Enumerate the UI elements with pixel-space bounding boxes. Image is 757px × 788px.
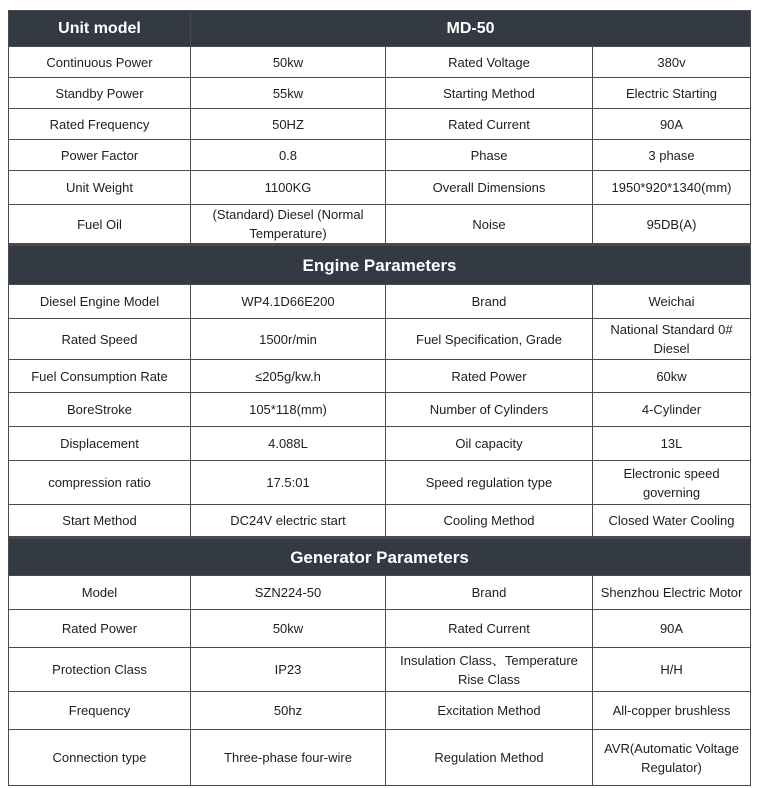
table-row [9, 140, 751, 171]
param-value: (Standard) Diesel (Normal Temperature) [191, 205, 386, 245]
param-label: Insulation Class、Temperature Rise Class [386, 648, 593, 692]
table-row [9, 648, 751, 692]
param-value: H/H [593, 648, 751, 692]
generator-section-title: Generator Parameters [9, 538, 751, 576]
param-value: AVR(Automatic Voltage Regulator) [593, 730, 751, 786]
param-label: Fuel Oil [9, 205, 191, 245]
param-value: 4-Cylinder [593, 393, 751, 427]
param-label: Rated Current [386, 109, 593, 140]
table-row [9, 360, 751, 393]
param-value: 55kw [191, 78, 386, 109]
param-label: Starting Method [386, 78, 593, 109]
param-value: 60kw [593, 360, 751, 393]
table-row [9, 47, 751, 78]
table-row [9, 730, 751, 786]
param-label: Displacement [9, 427, 191, 461]
param-label: Cooling Method [386, 505, 593, 538]
unit-model-label: Unit model [9, 11, 191, 47]
param-value: 3 phase [593, 140, 751, 171]
param-value: 13L [593, 427, 751, 461]
param-label: Rated Power [386, 360, 593, 393]
param-label: Excitation Method [386, 692, 593, 730]
param-label: Brand [386, 576, 593, 610]
table-row [9, 505, 751, 538]
table-row [9, 78, 751, 109]
table-row [9, 610, 751, 648]
param-value: National Standard 0# Diesel [593, 319, 751, 360]
param-value: 50HZ [191, 109, 386, 140]
param-label: BoreStroke [9, 393, 191, 427]
unit-model-header-row [9, 11, 751, 47]
table-row [9, 205, 751, 245]
param-label: Regulation Method [386, 730, 593, 786]
param-value: Electronic speed governing [593, 461, 751, 505]
param-value: 1950*920*1340(mm) [593, 171, 751, 205]
engine-section-header [9, 245, 751, 285]
param-label: Rated Power [9, 610, 191, 648]
table-row [9, 576, 751, 610]
param-label: Rated Frequency [9, 109, 191, 140]
param-label: Overall Dimensions [386, 171, 593, 205]
param-value: ≤205g/kw.h [191, 360, 386, 393]
table-row [9, 319, 751, 360]
param-value: 4.088L [191, 427, 386, 461]
param-label: Noise [386, 205, 593, 245]
param-label: Number of Cylinders [386, 393, 593, 427]
param-label: Unit Weight [9, 171, 191, 205]
param-value: 105*118(mm) [191, 393, 386, 427]
param-value: 95DB(A) [593, 205, 751, 245]
table-row [9, 692, 751, 730]
table-row [9, 427, 751, 461]
generator-section-header [9, 538, 751, 576]
param-label: Power Factor [9, 140, 191, 171]
param-value: SZN224-50 [191, 576, 386, 610]
param-label: Brand [386, 285, 593, 319]
param-value: IP23 [191, 648, 386, 692]
param-value: Three-phase four-wire [191, 730, 386, 786]
param-value: 50kw [191, 47, 386, 78]
unit-model-value: MD-50 [191, 11, 751, 47]
param-label: Connection type [9, 730, 191, 786]
table-row [9, 109, 751, 140]
table-row [9, 461, 751, 505]
param-value: 50kw [191, 610, 386, 648]
table-row [9, 393, 751, 427]
param-value: 380v [593, 47, 751, 78]
param-value: Weichai [593, 285, 751, 319]
param-value: Electric Starting [593, 78, 751, 109]
param-value: 90A [593, 610, 751, 648]
param-value: 1500r/min [191, 319, 386, 360]
param-value: DC24V electric start [191, 505, 386, 538]
param-label: Diesel Engine Model [9, 285, 191, 319]
table-row [9, 285, 751, 319]
param-label: Rated Speed [9, 319, 191, 360]
param-label: Rated Voltage [386, 47, 593, 78]
param-label: Speed regulation type [386, 461, 593, 505]
param-value: Shenzhou Electric Motor [593, 576, 751, 610]
table-row [9, 171, 751, 205]
param-label: Start Method [9, 505, 191, 538]
param-value: Closed Water Cooling [593, 505, 751, 538]
param-value: 50hz [191, 692, 386, 730]
param-label: Standby Power [9, 78, 191, 109]
param-label: Fuel Specification, Grade [386, 319, 593, 360]
param-value: 1100KG [191, 171, 386, 205]
param-label: Oil capacity [386, 427, 593, 461]
param-label: Phase [386, 140, 593, 171]
param-value: 17.5:01 [191, 461, 386, 505]
param-value: All-copper brushless [593, 692, 751, 730]
param-label: Rated Current [386, 610, 593, 648]
param-label: compression ratio [9, 461, 191, 505]
param-label: Continuous Power [9, 47, 191, 78]
spec-table [8, 10, 751, 786]
param-value: 90A [593, 109, 751, 140]
param-value: 0.8 [191, 140, 386, 171]
engine-section-title: Engine Parameters [9, 245, 751, 285]
param-label: Fuel Consumption Rate [9, 360, 191, 393]
param-value: WP4.1D66E200 [191, 285, 386, 319]
param-label: Model [9, 576, 191, 610]
param-label: Frequency [9, 692, 191, 730]
param-label: Protection Class [9, 648, 191, 692]
